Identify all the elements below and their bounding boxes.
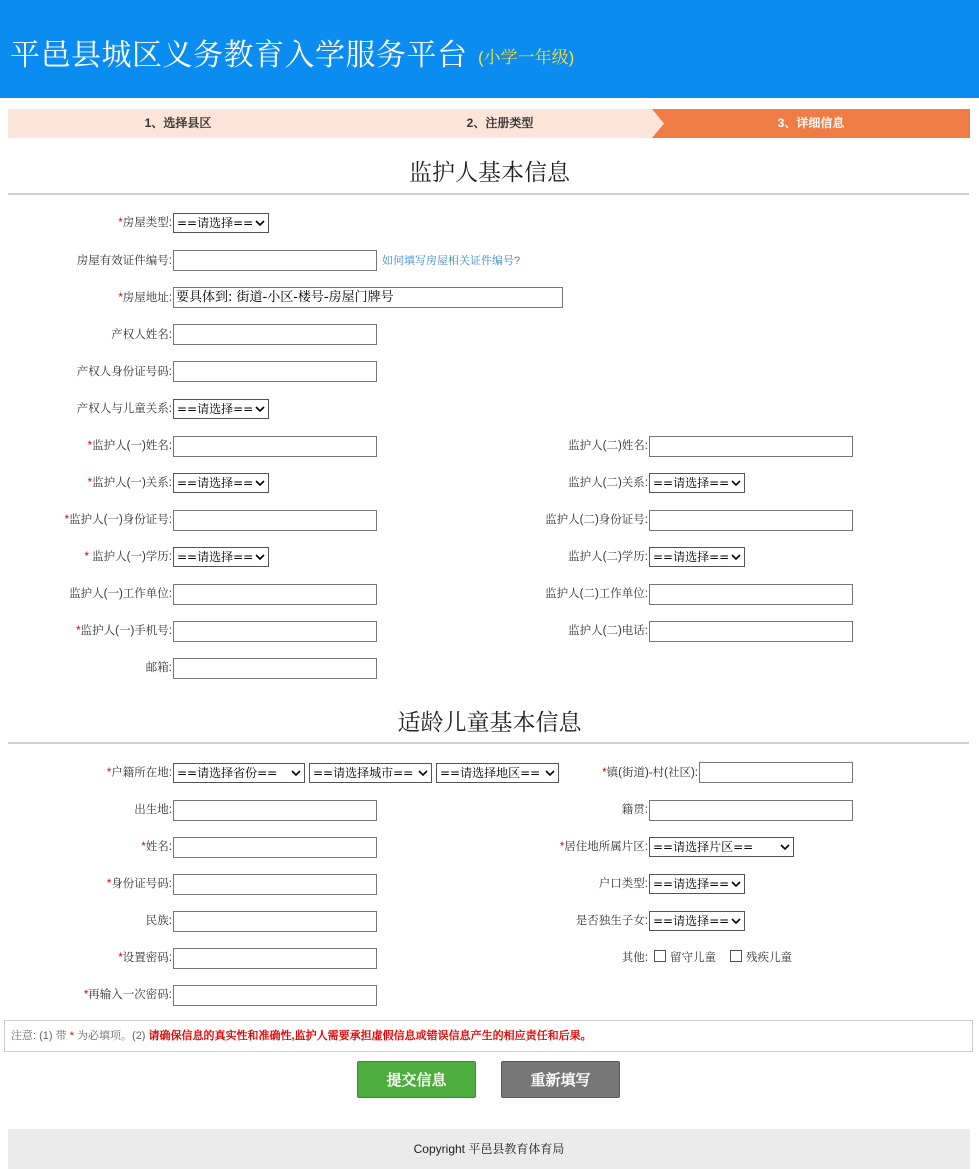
email-input[interactable] — [173, 658, 377, 679]
owner-name-input[interactable] — [173, 324, 377, 345]
site-subtitle: (小学一年级) — [478, 48, 575, 67]
g1-employer-input[interactable] — [173, 584, 377, 605]
g2-name-label: 监护人(二)姓名: — [568, 440, 648, 452]
section-divider — [8, 193, 969, 195]
city-select[interactable]: ==请选择城市== — [309, 763, 432, 783]
password-label: *设置密码: — [118, 952, 172, 964]
child-name-label: *姓名: — [141, 841, 172, 853]
notice-prefix: 注意: (1) 带 — [11, 1030, 67, 1042]
house-type-select[interactable]: ==请选择== — [173, 213, 269, 233]
owner-id-input[interactable] — [173, 361, 377, 382]
chevron-down-icon — [255, 404, 265, 414]
g2-employer-label: 监护人(二)工作单位: — [545, 588, 648, 600]
left-behind-child-label: 留守儿童 — [670, 952, 716, 964]
birthplace-input[interactable] — [173, 800, 377, 821]
house-type-label: *房屋类型: — [118, 217, 172, 229]
chevron-down-icon — [255, 478, 265, 488]
owner-relation-select[interactable]: ==请选择== — [173, 399, 269, 419]
house-address-label: *房屋地址: — [118, 292, 172, 304]
g2-relation-label: 监护人(二)关系: — [568, 477, 648, 489]
step-3-label: 3、详细信息 — [777, 116, 845, 130]
step-2-label: 2、注册类型 — [466, 116, 534, 130]
native-place-input[interactable] — [649, 800, 853, 821]
chevron-down-icon — [780, 842, 790, 852]
only-child-label: 是否独生子女: — [575, 915, 648, 927]
other-label: 其他: — [621, 952, 648, 964]
native-place-label: 籍贯: — [621, 804, 648, 816]
owner-relation-label: 产权人与儿童关系: — [76, 403, 172, 415]
g2-id-label: 监护人(二)身份证号: — [545, 514, 648, 526]
g2-name-input[interactable] — [649, 436, 853, 457]
step-2 — [336, 109, 664, 138]
chevron-down-icon — [545, 768, 555, 778]
copyright-text: Copyright 平邑县教育体育局 — [413, 1142, 565, 1156]
g1-education-select[interactable]: ==请选择== — [173, 547, 269, 567]
step-progress — [8, 109, 970, 138]
child-id-label: *身份证号码: — [106, 878, 172, 890]
hukou-type-select[interactable]: ==请选择== — [649, 874, 745, 894]
section-divider — [8, 742, 969, 744]
disabled-child-checkbox[interactable] — [730, 950, 742, 962]
step-1 — [8, 109, 348, 138]
notice-warning: 请确保信息的真实性和准确性,监护人需要承担虚假信息或错误信息产生的相应责任和后果。 — [148, 1030, 592, 1042]
notice-star: * — [69, 1030, 74, 1042]
owner-name-label: 产权人姓名: — [111, 329, 172, 341]
email-label: 邮箱: — [145, 662, 172, 674]
house-cert-input[interactable] — [173, 250, 377, 271]
password-input[interactable] — [173, 948, 377, 969]
step-1-label: 1、选择县区 — [144, 116, 212, 130]
g1-education-label: * 监护人(一)学历: — [84, 551, 172, 563]
chevron-down-icon — [291, 768, 301, 778]
left-behind-child-checkbox[interactable] — [654, 950, 666, 962]
password-confirm-label: *再输入一次密码: — [83, 989, 172, 1001]
chevron-down-icon — [731, 879, 741, 889]
disabled-child-label: 残疾儿童 — [746, 952, 792, 964]
house-cert-help-link[interactable]: 如何填写房屋相关证件编号? — [382, 255, 521, 267]
birthplace-label: 出生地: — [134, 804, 172, 816]
g1-phone-label: *监护人(一)手机号: — [76, 625, 172, 637]
g2-education-label: 监护人(二)学历: — [568, 551, 648, 563]
town-village-input[interactable] — [699, 762, 853, 783]
submit-button[interactable]: 提交信息 — [357, 1061, 476, 1098]
notice-box — [4, 1020, 973, 1052]
hukou-type-label: 户口类型: — [598, 878, 648, 890]
g1-id-label: *监护人(一)身份证号: — [64, 514, 172, 526]
child-name-input[interactable] — [173, 837, 377, 858]
child-id-input[interactable] — [173, 874, 377, 895]
g2-relation-select[interactable]: ==请选择== — [649, 473, 745, 493]
ethnicity-label: 民族: — [145, 915, 172, 927]
footer — [8, 1129, 970, 1169]
g1-relation-label: *监护人(一)关系: — [87, 477, 172, 489]
g1-employer-label: 监护人(一)工作单位: — [69, 588, 172, 600]
g2-id-input[interactable] — [649, 510, 853, 531]
house-address-input[interactable]: 要具体到: 街道-小区-楼号-房屋门牌号 — [173, 287, 563, 308]
residence-zone-select[interactable]: ==请选择片区== — [649, 837, 794, 857]
g2-employer-input[interactable] — [649, 584, 853, 605]
chevron-down-icon — [731, 916, 741, 926]
reset-button[interactable]: 重新填写 — [501, 1061, 620, 1098]
chevron-down-icon — [731, 478, 741, 488]
guardian-section-title: 监护人基本信息 — [409, 160, 570, 186]
g2-education-select[interactable]: ==请选择== — [649, 547, 745, 567]
chevron-down-icon — [255, 218, 265, 228]
chevron-down-icon — [731, 552, 741, 562]
g1-relation-select[interactable]: ==请选择== — [173, 473, 269, 493]
password-confirm-input[interactable] — [173, 985, 377, 1006]
site-header — [0, 0, 979, 98]
ethnicity-input[interactable] — [173, 911, 377, 932]
g1-phone-input[interactable] — [173, 621, 377, 642]
g2-phone-label: 监护人(二)电话: — [568, 625, 648, 637]
town-village-label: *镇(街道)-村(社区): — [602, 767, 698, 779]
child-section-title: 适龄儿童基本信息 — [397, 710, 582, 736]
step-3-active — [652, 109, 970, 138]
notice-middle: 为必填项。(2) — [77, 1030, 146, 1042]
only-child-select[interactable]: ==请选择== — [649, 911, 745, 931]
chevron-down-icon — [255, 552, 265, 562]
site-title: 平邑县城区义务教育入学服务平台 — [10, 39, 468, 72]
residence-zone-label: *居住地所属片区: — [559, 841, 648, 853]
province-select[interactable]: ==请选择省份== — [173, 763, 305, 783]
g1-name-input[interactable] — [173, 436, 377, 457]
g2-phone-input[interactable] — [649, 621, 853, 642]
g1-id-input[interactable] — [173, 510, 377, 531]
hukou-location-label: *户籍所在地: — [106, 767, 172, 779]
district-select[interactable]: ==请选择地区== — [436, 763, 559, 783]
chevron-down-icon — [418, 768, 428, 778]
house-cert-label: 房屋有效证件编号: — [76, 255, 172, 267]
owner-id-label: 产权人身份证号码: — [76, 366, 172, 378]
g1-name-label: *监护人(一)姓名: — [87, 440, 172, 452]
